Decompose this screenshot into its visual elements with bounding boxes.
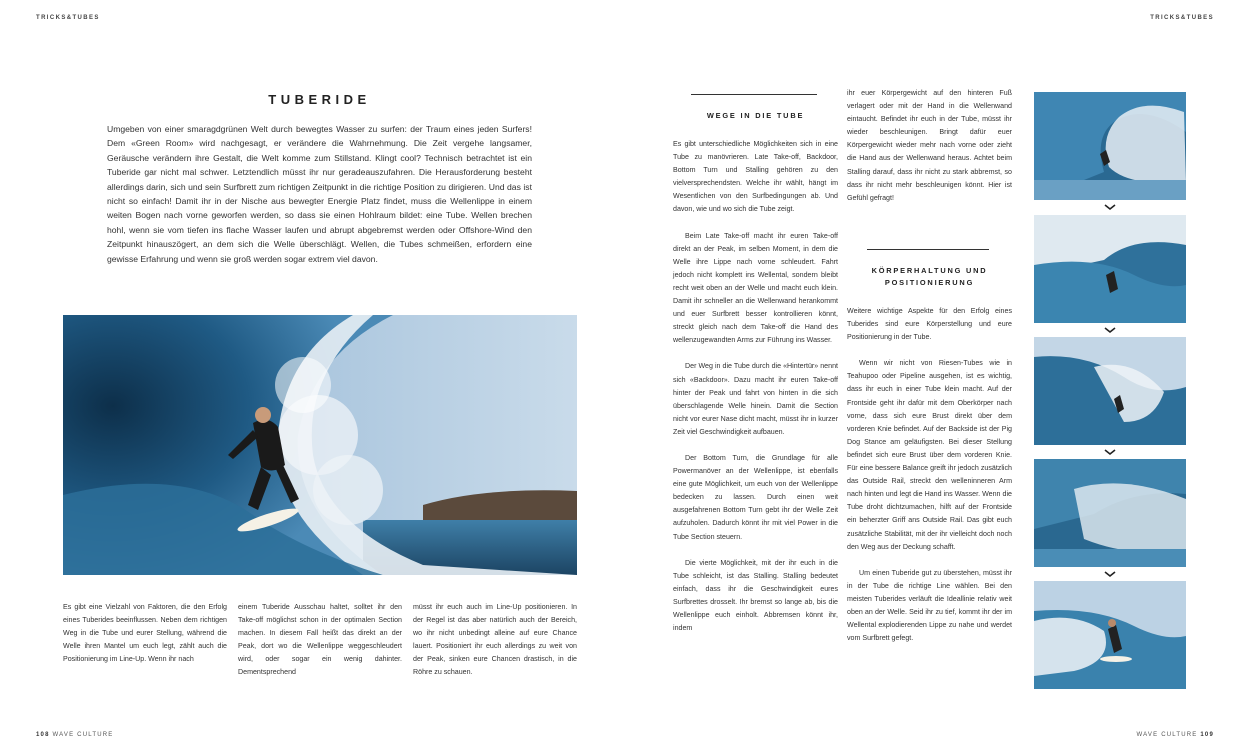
- hero-surf-photo: [63, 315, 577, 575]
- chevron-down-icon: [1103, 570, 1117, 578]
- sequence-photo-2: [1034, 215, 1186, 323]
- article-intro: Umgeben von einer smaragdgrünen Welt durch bewegtes Wasser zu surfen: der Traum eines jeden Surfers! Dem «Green Room» wird nachgesagt, er verändere die Wahrnehmung. Die Zeit vergehe langsamer, Geräusche verändern ihre Gestalt, die Welt komme zum Stillstand. Klingt cool? Technisch betrachtet ist ein Tuberide gar nicht mal schwer. Letztendlich müsst ihr nur geradeauszufahren. Die Herausforderung besteht allerdings darin, sich und sein Surfbrett zum richtigen Zeitpunkt in die richtige Position zu dirigieren. Und das ist nicht so einfach! Damit ihr in der Nische aus bewegter Energie Platz findet, muss die Wellenlippe in einem weiten Bogen nach vorne geworfen werden, so dass sie einen Hohlraum bildet: eine Tube. Wellen brechen hohl, wenn sie vom tiefen ins flache Wasser laufen und abrupt abgebremst werden oder Offshore-Wind den Zeitpunkt hinauszögert, an dem sich die Welle überschlägt. Wellen, die Tubes schmeißen, erfordern eine gewisse Erfahrung und wenn sie groß werden sogar extrem viel davon.: [107, 124, 532, 264]
- heading-line: POSITIONIERUNG: [884, 278, 975, 287]
- paragraph: Wenn wir nicht von Riesen-Tubes wie in Teahupoo oder Pipeline ausgehen, ist es wichtig, dass ihr euch in einer Tube klein macht. Auf der Frontside geht ihr dafür mit dem Oberkörper nach vorne, dass sich eure Brust direkt über dem vorderen Knie befindet. Auf der Backside ist der Pig Dog Stance am geläufigsten. Bei dieser Stellung befindet sich eure Brust über dem vorderen Knie. Für eine bessere Balance greift ihr jedoch zusätzlich das Outside Rail, streckt den welleninneren Arm nach hinten und legt die Hand ins Wasser. Wenn die Tube droht dichtzumachen, hilft auf der Frontside ein beherzter Griff ans Outside Rail. Das gibt euch zusätzliche Stabilität, mit der ihr vielleicht doch noch den Weg aus der Deckung schafft.: [847, 359, 1012, 551]
- left-column-2: einem Tuberide Ausschau haltet, solltet ihr den Take-off möglichst schon in der optimalen Section machen. In diesem Fall heißt das direkt an der Peak, dort wo die Wellenlippe weggeschleudert wird, oder sogar ein wenig dahinter. Dementsprechend: [238, 603, 402, 677]
- stalling-continuation: ihr euer Körpergewicht auf den hinteren Fuß verlagert oder mit der Hand in die Wellenwand eintaucht. Befindet ihr euch in der Tube, müsst ihr wieder beschleunigen. Bringt dafür euer Körpergewicht wieder mehr nach vorne oder zieht die Hand aus der Wellenwand heraus. Achtet beim Stalling darauf, dass ihr nicht zu stark abbremst, so dass ihr nicht mehr beschleunigen könnt. Hier ist Gefühl gefragt!: [847, 89, 1012, 202]
- section-koerperhaltung-body: [847, 305, 1012, 658]
- section-rule: [691, 94, 817, 95]
- section-wege-body: [673, 138, 838, 648]
- chevron-down-icon: [1103, 203, 1117, 211]
- left-footer: [36, 732, 113, 738]
- left-column-3: müsst ihr euch auch im Line-Up positionieren. In der Regel ist das aber natürlich auch der Bereich, wo ihr nicht unbedingt alleine auf eure Chance lauert. Positioniert ihr euch allerdings zu weit von der Peak, sinken eure Chancen drastisch, in die Röhre zu schauen.: [413, 603, 577, 677]
- page-number: 109: [1200, 732, 1214, 738]
- page-number: 108: [36, 732, 50, 738]
- sequence-photo-5: [1034, 581, 1186, 689]
- section-heading-wege: WEGE IN DIE TUBE: [706, 111, 805, 120]
- sequence-photo-3: [1034, 337, 1186, 445]
- sequence-photo-4: [1034, 459, 1186, 567]
- sequence-photo-1: [1034, 92, 1186, 200]
- left-running-head: TRICKS&TUBES: [36, 15, 100, 21]
- paragraph: Beim Late Take-off macht ihr euren Take-off direkt an der Peak, im selben Moment, in dem die Welle ihre Lippe nach vorne schleudert. Fahrt jedoch nicht komplett ins Wellental, sondern bleibt recht weit oben an der Welle und macht euch klein. Damit ihr schneller an die Wellenwand herankommt und euer Surfbrett besser kontrollieren könnt, streckt gleich nach dem Take-off die Hand des wellenzugewandten Arms zur Führung ins Wasser.: [673, 231, 838, 345]
- paragraph: Es gibt unterschiedliche Möglichkeiten sich in eine Tube zu manövrieren. Late Take-off, Backdoor, Bottom Turn und Stalling gehören zu den vielversprechendsten. Welche ihr wählt, hängt im Wesentlichen von den Surfbedingungen ab. Und davon, wie und wo sich die Tube zeigt.: [673, 140, 838, 214]
- section-heading-koerperhaltung: [847, 265, 1012, 289]
- magazine-name: WAVE CULTURE: [1136, 732, 1198, 738]
- left-column-1: Es gibt eine Vielzahl von Faktoren, die den Erfolg eines Tuberides beeinflussen. Neben dem richtigen Weg in die Tube und eurer Stellung, während die Welle ihren Mantel um euch legt, zählt auch die Positionierung im Line-Up. Wenn ihr nach: [63, 603, 227, 664]
- heading-line: KÖRPERHALTUNG UND: [871, 266, 988, 275]
- paragraph: Der Weg in die Tube durch die «Hintertür» nennt sich «Backdoor». Dazu macht ihr euren Take-off hinter der Peak und fahrt von hinten in die sich überschlagende Welle hinein. Damit die Section nicht vor eurer Nase dicht macht, müsst ihr in kurzer Zeit viel Geschwindigkeit aufbauen.: [673, 362, 838, 436]
- article-title: TUBERIDE: [268, 92, 371, 107]
- paragraph: Der Bottom Turn, die Grundlage für alle Powermanöver an der Wellenlippe, ist ebenfalls eine gute Möglichkeit, um euch von der Wellenlippe bedecken zu lassen. Durch einen weit ausgefahrenen Bottom Turn gebt ihr der Welle Zeit aufzuholen. Dadurch könnt ihr mit viel Power in die Tube Section steuern.: [673, 453, 838, 541]
- magazine-name: WAVE CULTURE: [52, 732, 114, 738]
- section-rule: [867, 249, 989, 250]
- paragraph: Die vierte Möglichkeit, mit der ihr euch in die Tube schleicht, ist das Stalling. Stalling bedeutet einfach, dass ihr die Geschwindigkeit eures Surfbrettes drosselt. Ihr bremst so lange ab, bis die Wellenlippe euch einholt. Abbremsen könnt ihr, indem: [673, 558, 838, 633]
- chevron-down-icon: [1103, 448, 1117, 456]
- paragraph: Um einen Tuberide gut zu überstehen, müsst ihr in der Tube die richtige Line wählen. Bei den meisten Tuberides verläuft die Ideallinie relativ weit oben an der Welle. Seid ihr zu tief, kommt ihr der im Wellental explodierenden Lippe zu nahe und werdet vom Surfbrett gefegt.: [847, 568, 1012, 643]
- chevron-down-icon: [1103, 326, 1117, 334]
- paragraph: Weitere wichtige Aspekte für den Erfolg eines Tuberides sind eure Körperstellung und eure Positionierung in der Tube.: [847, 307, 1012, 342]
- right-footer: [1137, 732, 1214, 738]
- right-running-head: TRICKS&TUBES: [1150, 15, 1214, 21]
